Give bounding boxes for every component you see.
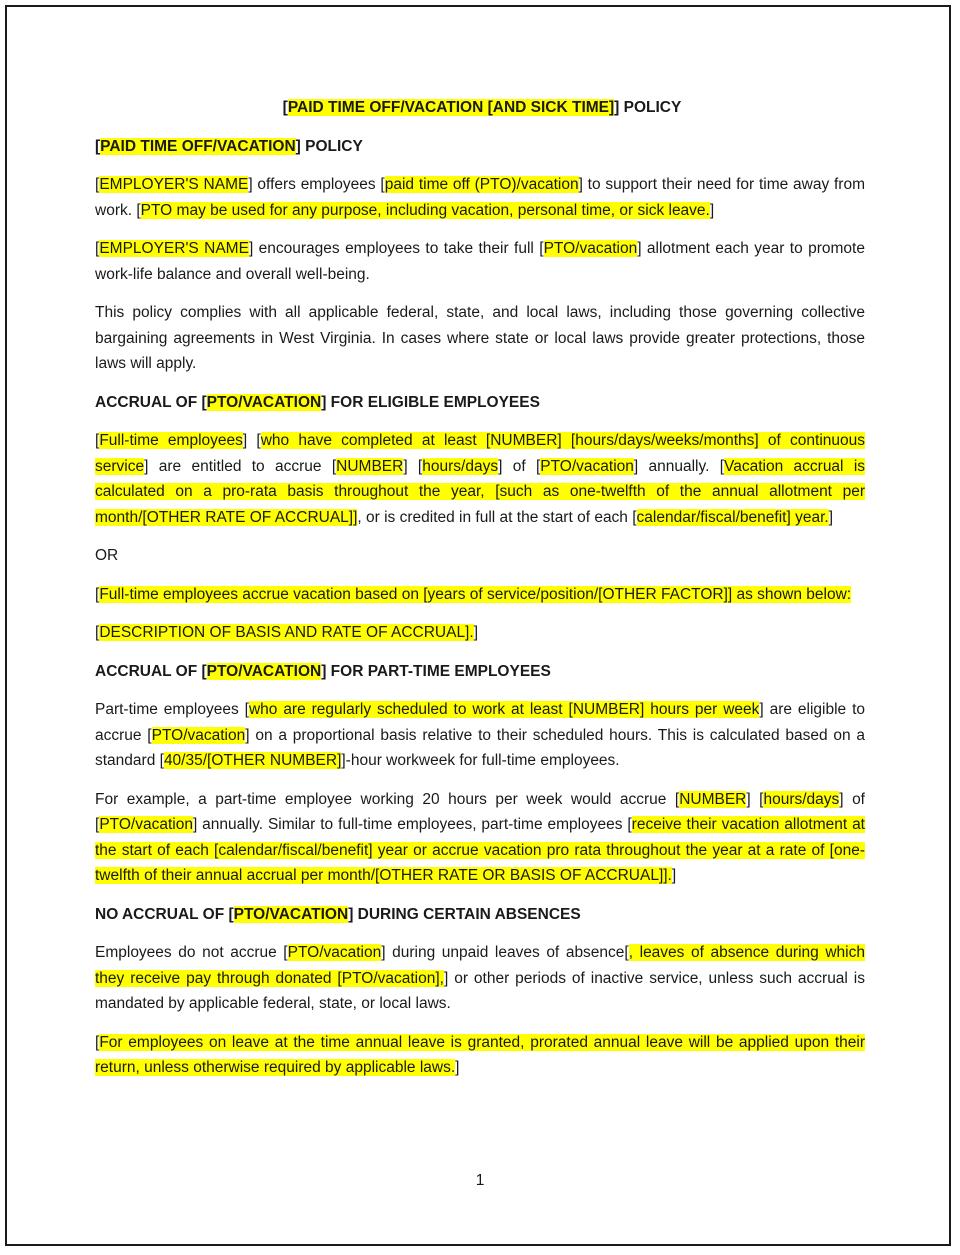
section-heading-absences: NO ACCRUAL OF [PTO/VACATION] DURING CERTAIN ABSENCES [95,905,581,923]
paragraph-leave-return: [For employees on leave at the time annual leave is granted, prorated annual leave will be applied upon their return, unless otherwise required by applicable laws.] [95,1033,865,1076]
paragraph-intro: [EMPLOYER'S NAME] offers employees [paid time off (PTO)/vacation] to support their need for time away from work. [PTO may be used for any purpose, including vacation, personal time, or sick leave.] [95,176,865,219]
document-title: [PAID TIME OFF/VACATION [AND SICK TIME]] POLICY [282,99,682,116]
document-body [95,95,865,1094]
paragraph-parttime-example: For example, a part-time employee working 20 hours per week would accrue [NUMBER] [hours/days] of [PTO/vacation] annually. Similar to full-time employees, part-time employees [receive their vacation allotment at the start of each [calendar/fiscal/benefit] year or accrue vacation pro rata throughout the year at a rate of [one-twelfth of their annual accrual per month/[OTHER RATE OR BASIS OF ACCRUAL]].] [95,790,865,884]
paragraph-compliance: This policy complies with all applicable federal, state, and local laws, including those governing collective bargaining agreements in West Virginia. In cases where state or local laws provide greater protections, those laws will apply. [95,304,865,372]
policy-heading: [PAID TIME OFF/VACATION] POLICY [95,137,363,155]
paragraph-alt-accrual: [Full-time employees accrue vacation based on [years of service/position/[OTHER FACTOR]] as shown below: [95,585,852,603]
or-separator: OR [95,547,119,564]
section-heading-parttime: ACCRUAL OF [PTO/VACATION] FOR PART-TIME EMPLOYEES [95,662,551,680]
page-number: 1 [475,1172,485,1189]
paragraph-description: [DESCRIPTION OF BASIS AND RATE OF ACCRUAL].] [95,624,478,641]
paragraph-encourage: [EMPLOYER'S NAME] encourages employees to take their full [PTO/vacation] allotment each year to promote work-life balance and overall well-being. [95,240,865,283]
paragraph-absences: Employees do not accrue [PTO/vacation] during unpaid leaves of absence[, leaves of absence during which they receive pay through donated [PTO/vacation],] or other periods of inactive service, unless such accrual is mandated by applicable federal, state, or local laws. [95,944,865,1012]
paragraph-parttime-accrual: Part-time employees [who are regularly scheduled to work at least [NUMBER] hours per week] are eligible to accrue [PTO/vacation] on a proportional basis relative to their scheduled hours. This is calculated based on a standard [40/35/[OTHER NUMBER]]-hour workweek for full-time employees. [95,701,866,769]
section-heading-eligible: ACCRUAL OF [PTO/VACATION] FOR ELIGIBLE EMPLOYEES [95,393,540,411]
paragraph-fulltime-accrual: [Full-time employees] [who have completed at least [NUMBER] [hours/days/weeks/months] of continuous service] are entitled to accrue [NUMBER] [hours/days] of [PTO/vacation] annually. [Vacation accrual is calculated on a pro-rata basis throughout the year, [such as one-twelfth of the annual allotment per month/[OTHER RATE OF ACCRUAL]], or is credited in full at the start of each [calendar/fiscal/benefit] year.] [95,432,866,526]
